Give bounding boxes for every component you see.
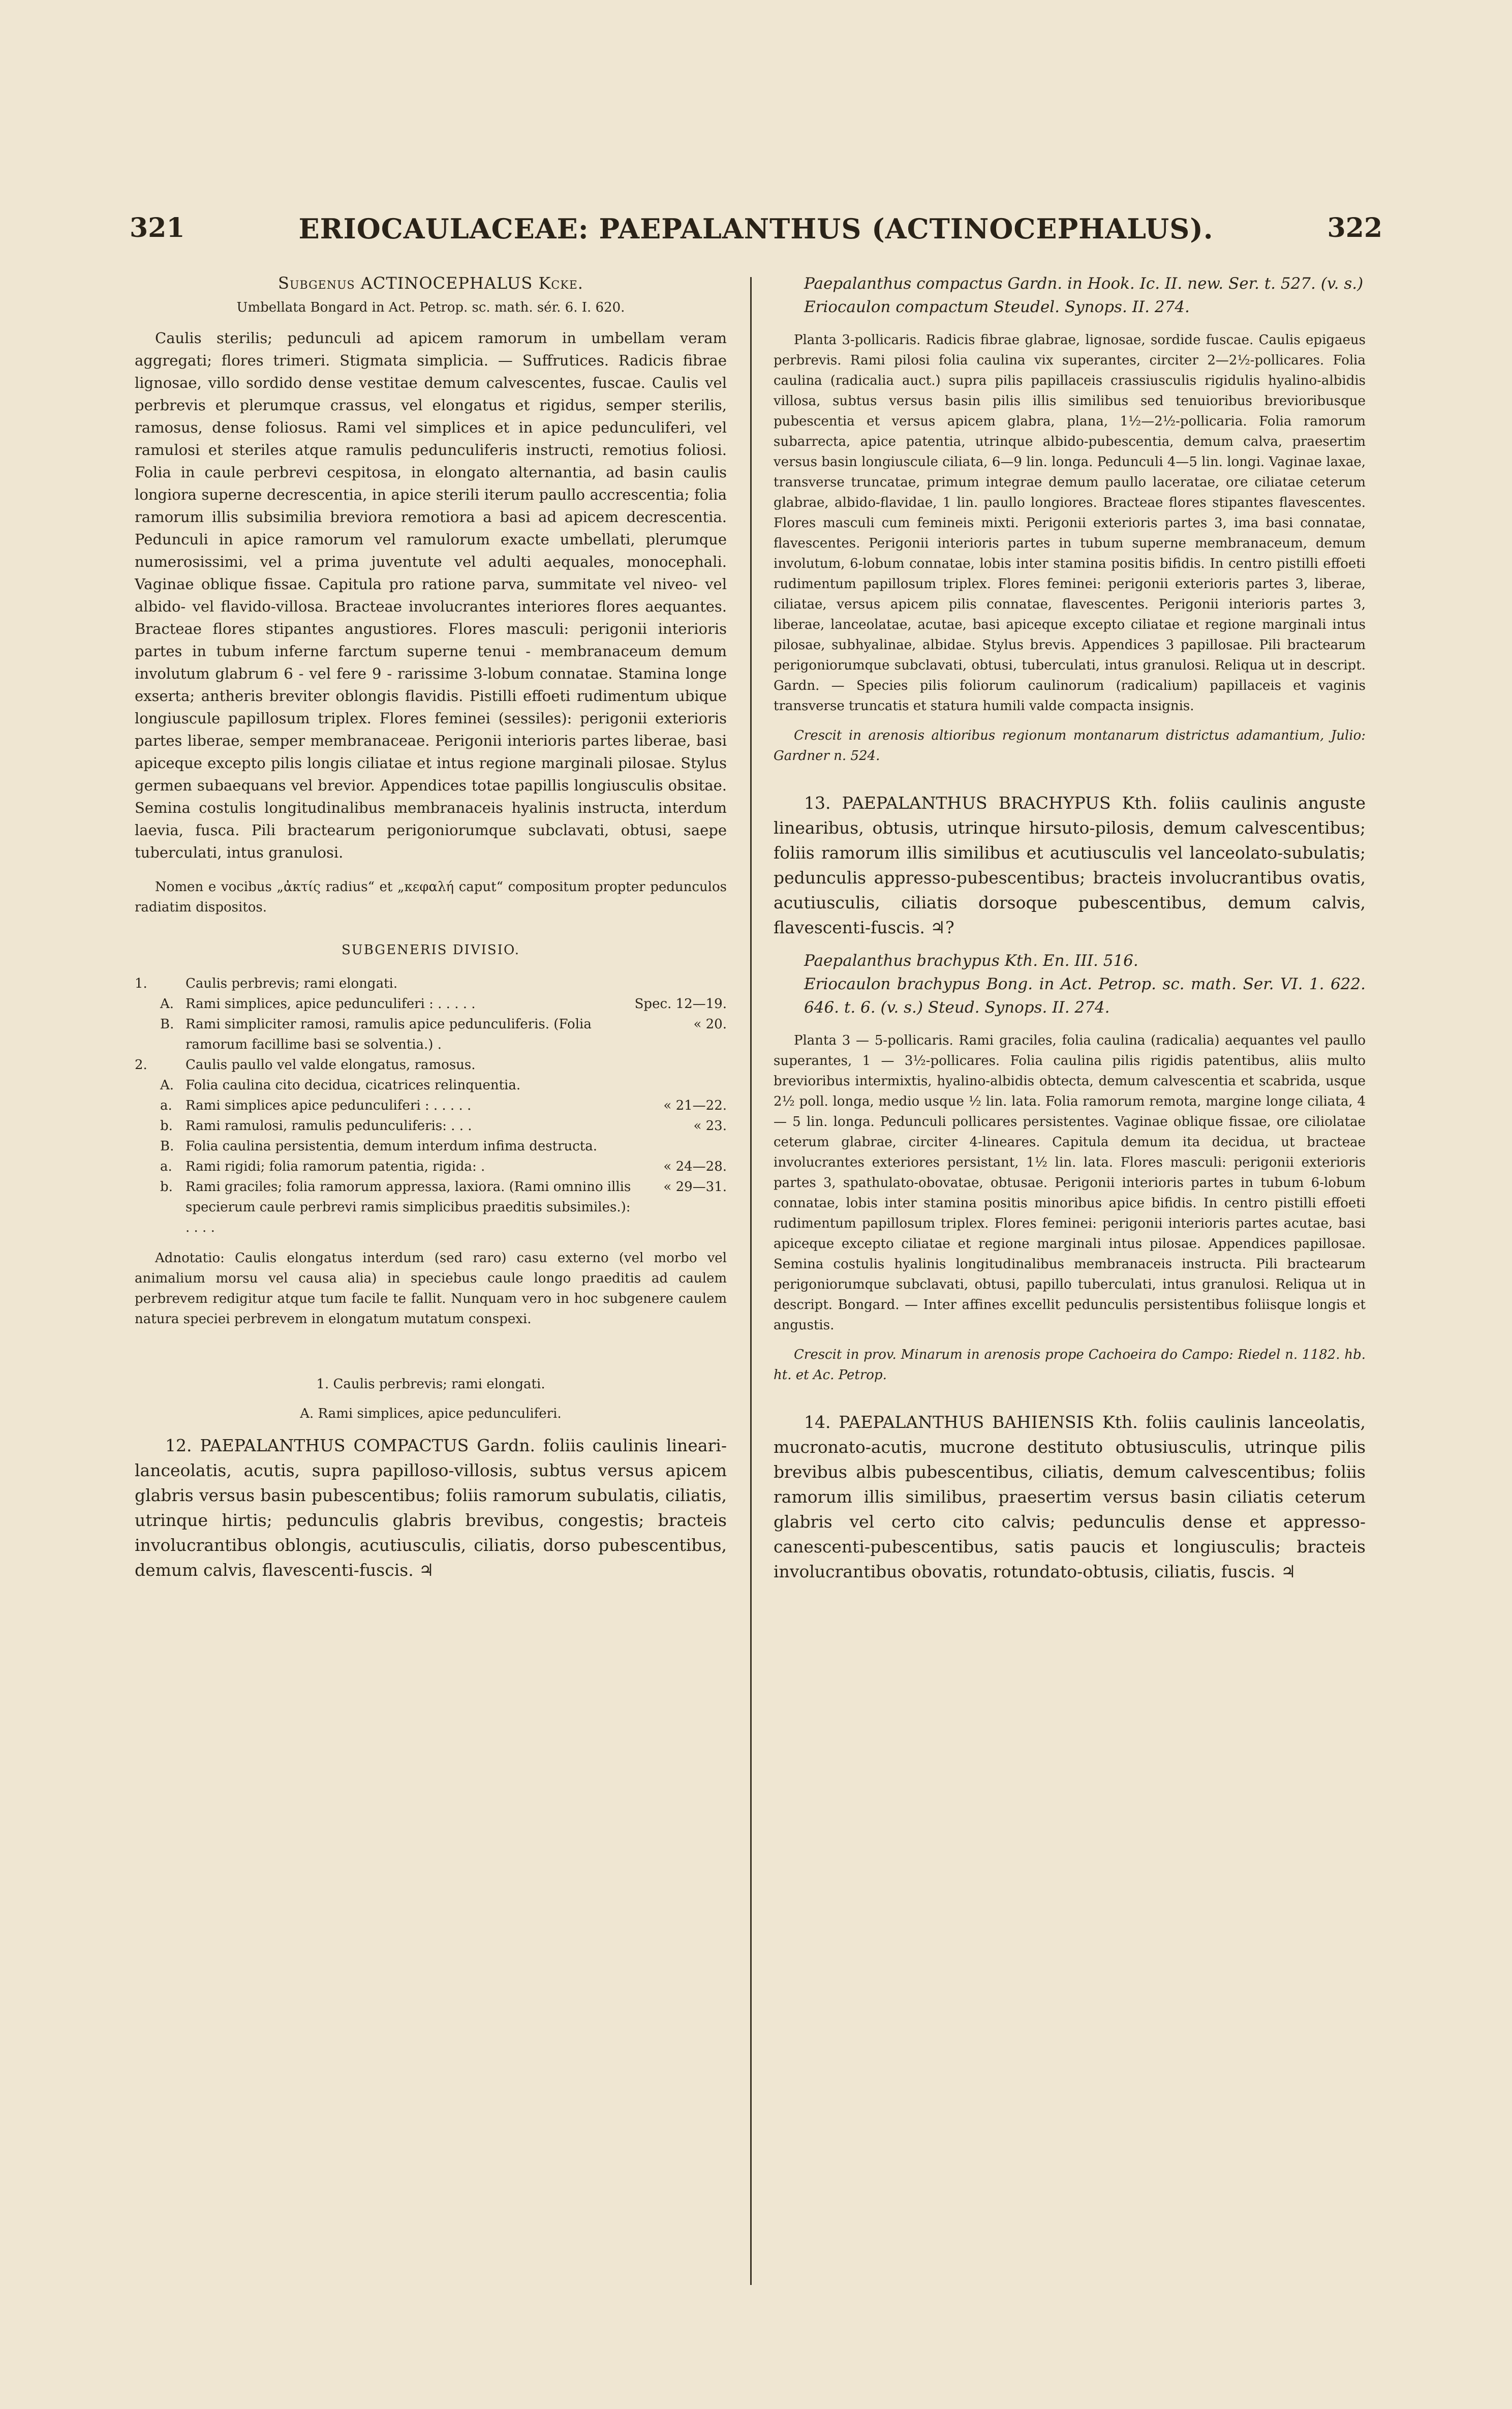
key-level2 [160, 973, 186, 994]
running-title: ERIOCAULACEAE: PAEPALANTHUS (ACTINOCEPHALUS). [298, 212, 1214, 245]
key-text: Folia caulina persistentia, demum interdum infima destructa. [186, 1139, 598, 1154]
page-number-left: 321 [130, 212, 185, 243]
key-level1: 2. [135, 1057, 147, 1073]
species-14-diagnosis: 14. PAEPALANTHUS BAHIENSIS Kth. foliis caulinis lanceolatis, mucronato-acutis, mucrone destituto obtusiusculis, utrinque pilis brevibus albis pubescentibus, ciliatis, demum calvescentibus; foliis ramorum illis similibus, praesertim versus basin ciliatis ceterum glabris vel certo cito calvis; pedunculis dense et appresso-canescenti-pubescentibus, satis paucis et longiusculis; bracteis involucrantibus obovatis, rotundato-obtusis, ciliatis, fuscis. ♃ [774, 1412, 1366, 1581]
key-level1 [135, 1095, 160, 1116]
key-level2: A. [160, 996, 174, 1012]
key-level2: b. [160, 1118, 173, 1134]
species-12-locality: Crescit in arenosis altioribus regionum montanarum districtus adamantium, Julio: Gardner n. 524. [774, 728, 1366, 764]
subgenus-key [135, 973, 727, 1238]
subgenus-description: Caulis sterilis; pedunculi ad apicem ramorum in umbellam veram aggregati; flores trimeri. Stigmata simplicia. — Suffrutices. Radicis fibrae lignosae, villo sordido dense vestitae demum calvescentes, fuscae. Caulis vel perbrevis et plerumque crassus, vel elongatus et rigidus, semper sterilis, ramosus, dense foliosus. Rami vel simplices et in apice pedunculiferi, vel ramulosi et steriles atque ramulis pedunculiferis instructi, remotius foliosi. Folia in caule perbrevi cespitosa, in elongato alternantia, ad basin caulis longiora superne decrescentia, in apice sterili iterum paullo accrescentia; folia ramorum illis subsimilia breviora remotiora a basi ad apicem decrescentia. Pedunculi in apice ramorum vel ramulorum exacte umbellati, plerumque numerosissimi, vel a prima juventute vel adulti aequales, monocephali. Vaginae oblique fissae. Capitula pro ratione parva, summitate vel niveo- vel albido- vel flavido-villosa. Bracteae involucrantes interiores flores aequantes. Bracteae flores stipantes angustiores. Flores masculi: perigonii interioris partes in tubum inferne farctum superne tenui - membranaceum demum involutum glabrum 6 - vel fere 9 - rarissime 3-lobum connatae. Stamina longe exserta; antheris breviter oblongis flavidis. Pistilli effoeti rudimentum ubique longiuscule papillosum triplex. Flores feminei (sessiles): perigonii exterioris partes liberae, semper membranaceae. Perigonii interioris partes liberae, basi apiceque excepto pilis longis ciliatae et intus regione marginali pilosae. Stylus germen subaequans vel brevior. Appendices totae papillis longiusculis obsitae. Semina costulis longitudinalibus membranaceis hyalinis instructa, interdum laevia, fusca. Pili bractearum perigoniorumque subclavati, obtusi, saepe tuberculati, intus granulosi. [135, 329, 727, 861]
key-reference: « 23. [693, 1118, 727, 1134]
page-number-right: 322 [1327, 212, 1382, 243]
key-level1: 1. [135, 976, 147, 991]
key-text: Rami simpliciter ramosi, ramulis apice pedunculiferis. (Folia ramorum facillime basi se solventia.) . [186, 1017, 592, 1052]
key-row [135, 1116, 727, 1136]
key-level1 [135, 1075, 160, 1095]
etymology-note: Nomen e vocibus „ἀκτίς radius“ et „κεφαλή caput“ compositum propter pedunculos radiatim dispositos. [135, 879, 727, 915]
key-reference: « 24—28. [663, 1159, 727, 1174]
key-row [135, 1177, 727, 1238]
key-level1 [135, 994, 160, 1014]
species-12-diagnosis: 12. PAEPALANTHUS COMPACTUS Gardn. foliis caulinis lineari-lanceolatis, acutis, supra papilloso-villosis, subtus versus apicem glabris versus basin pubescentibus; foliis ramorum subulatis, ciliatis, utrinque hirtis; pedunculis glabris brevibus, congestis; bracteis involucrantibus oblongis, acutiusculis, ciliatis, dorso pubescentibus, demum calvis, flavescenti-fuscis. ♃ [135, 1436, 727, 1580]
key-level2: B. [160, 1017, 174, 1032]
key-level2: b. [160, 1179, 173, 1195]
key-level2: a. [160, 1159, 172, 1174]
key-row [135, 1075, 727, 1095]
species-13-description: Planta 3 — 5-pollicaris. Rami graciles, folia caulina (radicalia) aequantes vel paullo superantes, 1 — 3½-pollicares. Folia caulina pilis rigidis patentibus, aliis multo brevioribus intermixtis, hyalino-albidis obtecta, demum calvescentia et scabrida, usque 2½ poll. longa, medio usque ½ lin. lata. Folia ramorum remota, margine longe ciliata, 4 — 5 lin. longa. Pedunculi pollicares persistentes. Vaginae oblique fissae, ore ciliolatae ceterum glabrae, circiter 4-lineares. Capitula demum ita decidua, ut bracteae involucrantes exteriores persistant, 1½ lin. lata. Flores masculi: perigonii exterioris partes 3, spathulato-obovatae, obtusae. Perigonii interioris partes in tubum 6-lobum connatae, lobis inter stamina positis minoribus apice bifidis. In centro pistilli effoeti rudimentum papillosum triplex. Flores feminei: perigonii interioris partes acutae, basi apiceque excepto ciliatae et regione marginali intus pilosae. Appendices papillosae. Semina costulis hyalinis longitudinalibus membranaceis instructa. Pili bractearum perigoniorumque subclavati, obtusi, papillo tuberculati, intus granulosi. Reliqua ut in descript. Bongard. — Inter affines excellit pedunculis persistentibus foliisque longis et angustis. [774, 1033, 1366, 1333]
key-reference: « 29—31. [663, 1179, 727, 1195]
synonym-12b: Eriocaulon compactum Steudel. Synops. II. 274. [804, 298, 1190, 316]
key-level1 [135, 1136, 160, 1156]
key-reference [635, 1075, 727, 1095]
group-heading-1: 1. Caulis perbrevis; rami elongati. [316, 1377, 545, 1392]
key-row [135, 1095, 727, 1116]
species-13-diagnosis: 13. PAEPALANTHUS BRACHYPUS Kth. foliis caulinis anguste linearibus, obtusis, utrinque hirsuto-pilosis, demum calvescentibus; foliis ramorum illis similibus et acutiusculis vel lanceolato-subulatis; pedunculis appresso-pubescentibus; bracteis involucrantibus ovatis, acutiusculis, ciliatis dorsoque pubescentibus, demum calvis, flavescenti-fuscis. ♃? [774, 793, 1366, 937]
key-text: Folia caulina cito decidua, cicatrices relinquentia. [186, 1078, 521, 1093]
key-text: Rami graciles; folia ramorum appressa, laxiora. (Rami omnino illis specierum caule perbrevi ramis simplicibus praeditis subsimiles.): . . . . [186, 1179, 631, 1235]
key-level1 [135, 1116, 160, 1136]
key-row [135, 973, 727, 994]
key-row [135, 994, 727, 1014]
subgenus-title: Subgenus ACTINOCEPHALUS Kcke. [278, 273, 583, 293]
key-row [135, 1156, 727, 1177]
group-heading-1a: A. Rami simplices, apice pedunculiferi. [300, 1406, 562, 1421]
key-text: Rami simplices, apice pedunculiferi : . . . . . [186, 996, 476, 1012]
right-column [774, 272, 1366, 1593]
key-level2: B. [160, 1139, 174, 1154]
key-reference [635, 973, 727, 994]
key-level1 [135, 1177, 160, 1238]
synonym-13a: Paepalanthus brachypus Kth. En. III. 516. [804, 952, 1138, 970]
key-text: Rami simplices apice pedunculiferi : . . . . . [186, 1098, 472, 1113]
key-reference: « 20. [693, 1017, 727, 1032]
umbellata-reference: Umbellata Bongard in Act. Petrop. sc. math. sér. 6. I. 620. [236, 300, 625, 315]
key-row [135, 1136, 727, 1156]
key-row [135, 1014, 727, 1055]
key-level2 [160, 1055, 186, 1075]
key-text: Caulis paullo vel valde elongatus, ramosus. [186, 1057, 476, 1073]
key-text: Caulis perbrevis; rami elongati. [186, 976, 398, 991]
key-level1 [135, 1014, 160, 1055]
synonym-13b: Eriocaulon brachypus Bong. in Act. Petrop. sc. math. Ser. VI. 1. 622. 646. t. 6. (v. s.) Steud. Synops. II. 274. [804, 975, 1366, 1017]
key-reference [635, 1055, 727, 1075]
key-level2: a. [160, 1098, 172, 1113]
left-column [135, 272, 727, 1592]
key-level1 [135, 1156, 160, 1177]
adnotatio: Adnotatio: Caulis elongatus interdum (sed raro) casu externo (vel morbo vel animalium morsu vel causa alia) in speciebus caule longo praeditis ad caulem perbrevem redigitur atque tum facile te fallit. Nunquam vero in hoc subgenere caulem natura speciei perbrevem in elongatum mutatum conspexi. [135, 1251, 727, 1327]
species-12-description: Planta 3-pollicaris. Radicis fibrae glabrae, lignosae, sordide fuscae. Caulis epigaeus perbrevis. Rami pilosi folia caulina vix superantes, circiter 2—2½-pollicares. Folia caulina (radicalia auct.) supra pilis papillaceis crassiusculis rigidulis hyalino-albidis villosa, subtus versus basin pilis illis similibus sed tenuioribus brevioribusque pubescentia et versus apicem glabra, plana, 1½—2½-pollicaria. Folia ramorum subarrecta, apice patentia, utrinque albido-pubescentia, demum calva, praesertim versus basin longiuscule ciliata, 6—9 lin. longa. Pedunculi 4—5 lin. longi. Vaginae laxae, transverse truncatae, primum integrae demum paullo laceratae, ore ciliatae ceterum glabrae, albido-flavidae, 1 lin. paullo longiores. Bracteae flores stipantes flavescentes. Flores masculi cum femineis mixti. Perigonii exterioris partes 3, ima basi connatae, flavescentes. Perigonii interioris partes in tubum superne membranaceum, demum involutum, 6-lobum connatae, lobis inter stamina positis bifidis. In centro pistilli effoeti rudimentum papillosum triplex. Flores feminei: perigonii exterioris partes 3, liberae, ciliatae, versus apicem pilis connatae, flavescentes. Perigonii interioris partes 3, liberae, lanceolatae, acutae, basi apiceque excepto ciliatae et regione marginali intus pilosae, subhyalinae, albidae. Stylus brevis. Appendices 3 papillosae. Pili bractearum perigoniorumque subclavati, obtusi, tuberculati, intus granulosi. Reliqua ut in descript. Gardn. — Species pilis foliorum caulinorum (radicalium) papillaceis et vaginis transverse truncatis et statura humili valde compacta insignis. [774, 332, 1366, 714]
key-reference: Spec. 12—19. [634, 996, 727, 1012]
division-title: SUBGENERIS DIVISIO. [341, 942, 520, 958]
synonym-12a: Paepalanthus compactus Gardn. in Hook. Ic. II. new. Ser. t. 527. (v. s.) [804, 275, 1364, 293]
key-level2: A. [160, 1078, 174, 1093]
column-divider [750, 277, 752, 2285]
key-text: Rami rigidi; folia ramorum patentia, rigida: . [186, 1159, 485, 1174]
key-row [135, 1055, 727, 1075]
page-header [130, 212, 1382, 253]
key-reference [635, 1136, 727, 1156]
species-13-locality: Crescit in prov. Minarum in arenosis prope Cachoeira do Campo: Riedel n. 1182. hb. ht. et Ac. Petrop. [774, 1347, 1366, 1383]
key-text: Rami ramulosi, ramulis pedunculiferis: . . . [186, 1118, 472, 1134]
key-reference: « 21—22. [663, 1098, 727, 1113]
